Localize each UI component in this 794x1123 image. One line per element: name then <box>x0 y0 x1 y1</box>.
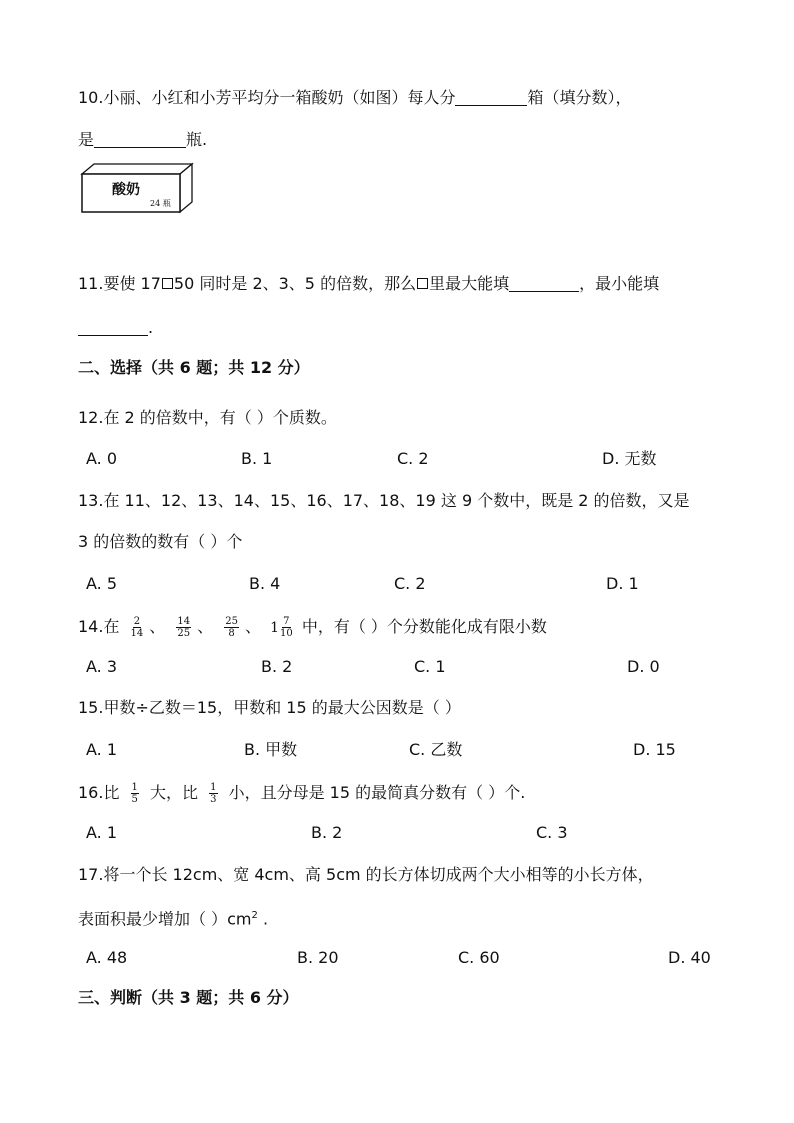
q11-text-a: 11.要使 17 <box>78 274 161 293</box>
q17-question-line1: 17.将一个长 12cm、宽 4cm、高 5cm 的长方体切成两个大小相等的小长方体， <box>78 865 654 884</box>
q17-superscript: 2 <box>251 910 258 921</box>
q11-blank-2[interactable] <box>78 319 148 336</box>
q16-option-b[interactable]: B. 2 <box>311 823 343 842</box>
q13-question-line2: 3 的倍数的数有（ ）个 <box>78 532 243 551</box>
q16-suffix: 小，且分母是 15 的最简真分数有（ ）个. <box>228 783 526 802</box>
q12-options <box>86 449 734 469</box>
fraction-numerator: 25 <box>225 616 238 627</box>
q14-options <box>86 657 734 677</box>
q16-prefix: 16.比 <box>78 783 120 802</box>
q10-line1 <box>78 88 631 108</box>
fraction-numerator: 1 <box>210 782 217 793</box>
q12-option-c[interactable]: C. 2 <box>397 449 429 468</box>
q12-option-a[interactable]: A. 0 <box>86 449 118 468</box>
q16-option-a[interactable]: A. 1 <box>86 823 118 842</box>
square-box-icon <box>162 278 173 289</box>
q13-question-line1: 13.在 11、12、13、14、15、16、17、18、19 这 9 个数中，既是 2 的倍数，又是 <box>78 491 690 510</box>
q14-option-c[interactable]: C. 1 <box>414 657 446 676</box>
q16-option-c[interactable]: C. 3 <box>536 823 568 842</box>
fraction-denominator: 10 <box>280 628 293 639</box>
q10-blank-2[interactable] <box>94 131 186 148</box>
q10-text-b: 箱（填分数）， <box>527 88 632 107</box>
fraction-numerator: 14 <box>177 616 191 627</box>
q11-text-e: . <box>148 318 154 337</box>
box-count: 24 瓶 <box>150 199 171 208</box>
fraction-numerator: 7 <box>283 616 290 627</box>
q14-mixed-number <box>270 613 293 643</box>
q13-option-b[interactable]: B. 4 <box>249 574 281 593</box>
fraction-numerator: 1 <box>131 782 138 793</box>
q17-question-line2 <box>78 906 268 929</box>
yogurt-box-image <box>80 160 200 216</box>
section-2-header: 二、选择（共 6 题；共 12 分） <box>78 358 310 377</box>
q10-blank-1[interactable] <box>455 89 527 106</box>
separator: 、 <box>197 617 214 636</box>
q13-option-a[interactable]: A. 5 <box>86 574 118 593</box>
q13-option-c[interactable]: C. 2 <box>394 574 426 593</box>
q15-question: 15.甲数÷乙数＝15，甲数和 15 的最大公因数是（ ） <box>78 698 461 717</box>
q14-prefix: 14.在 <box>78 617 120 636</box>
q17-option-d[interactable]: D. 40 <box>668 948 711 967</box>
square-box-icon <box>417 278 428 289</box>
fraction-denominator: 5 <box>131 794 138 805</box>
q15-option-c[interactable]: C. 乙数 <box>409 740 463 759</box>
q12-question: 12.在 2 的倍数中，有（ ）个质数。 <box>78 408 337 427</box>
fraction-numerator: 2 <box>133 616 141 627</box>
q17-option-a[interactable]: A. 48 <box>86 948 128 967</box>
q13-options <box>86 574 734 594</box>
q17-option-b[interactable]: B. 20 <box>297 948 339 967</box>
fraction-denominator: 25 <box>177 628 191 639</box>
q11-line2 <box>78 318 153 338</box>
q17-text-b: . <box>257 909 269 929</box>
q11-blank-1[interactable] <box>509 275 579 292</box>
q12-option-b[interactable]: B. 1 <box>241 449 273 468</box>
mixed-whole: 1 <box>270 619 279 636</box>
separator: 、 <box>244 617 261 636</box>
q14-question <box>78 612 547 642</box>
q16-question <box>78 778 525 808</box>
q10-line2 <box>78 130 207 150</box>
q14-fraction-1 <box>131 616 144 639</box>
q16-options <box>86 823 734 843</box>
q12-option-d[interactable]: D. 无数 <box>602 449 657 468</box>
q11-text-d: ，最小能填 <box>579 274 660 293</box>
q14-option-a[interactable]: A. 3 <box>86 657 118 676</box>
q17-text-a: 表面积最少增加（ ）cm <box>78 909 252 929</box>
q11-line1 <box>78 274 659 294</box>
box-label: 酸奶 <box>112 182 140 198</box>
q11-text-c: 里最大能填 <box>429 274 510 293</box>
separator: 、 <box>149 617 166 636</box>
q17-options <box>86 948 734 968</box>
q10-text: 10.小丽、小红和小芳平均分一箱酸奶（如图）每人分 <box>78 88 456 107</box>
fraction-denominator: 3 <box>210 794 217 805</box>
q15-option-d[interactable]: D. 15 <box>633 740 676 759</box>
q15-options <box>86 740 734 760</box>
q10-text-d: 瓶. <box>186 130 208 149</box>
q16-fraction-1 <box>131 782 139 805</box>
q14-option-b[interactable]: B. 2 <box>261 657 293 676</box>
q17-option-c[interactable]: C. 60 <box>458 948 500 967</box>
q14-fraction-3 <box>224 616 239 639</box>
q14-suffix: 中，有（ ）个分数能化成有限小数 <box>301 617 547 636</box>
q15-option-b[interactable]: B. 甲数 <box>244 740 298 759</box>
q16-mid: 大，比 <box>150 783 199 802</box>
section-3-header: 三、判断（共 3 题；共 6 分） <box>78 988 299 1007</box>
fraction-denominator: 8 <box>228 628 235 639</box>
q13-option-d[interactable]: D. 1 <box>606 574 639 593</box>
q14-fraction-2 <box>176 616 191 639</box>
q10-text-c: 是 <box>78 130 95 149</box>
q15-option-a[interactable]: A. 1 <box>86 740 118 759</box>
fraction-denominator: 14 <box>130 628 144 639</box>
q11-text-b: 50 同时是 2、3、5 的倍数，那么 <box>173 274 417 293</box>
q16-fraction-2 <box>209 782 217 805</box>
q14-option-d[interactable]: D. 0 <box>627 657 660 676</box>
